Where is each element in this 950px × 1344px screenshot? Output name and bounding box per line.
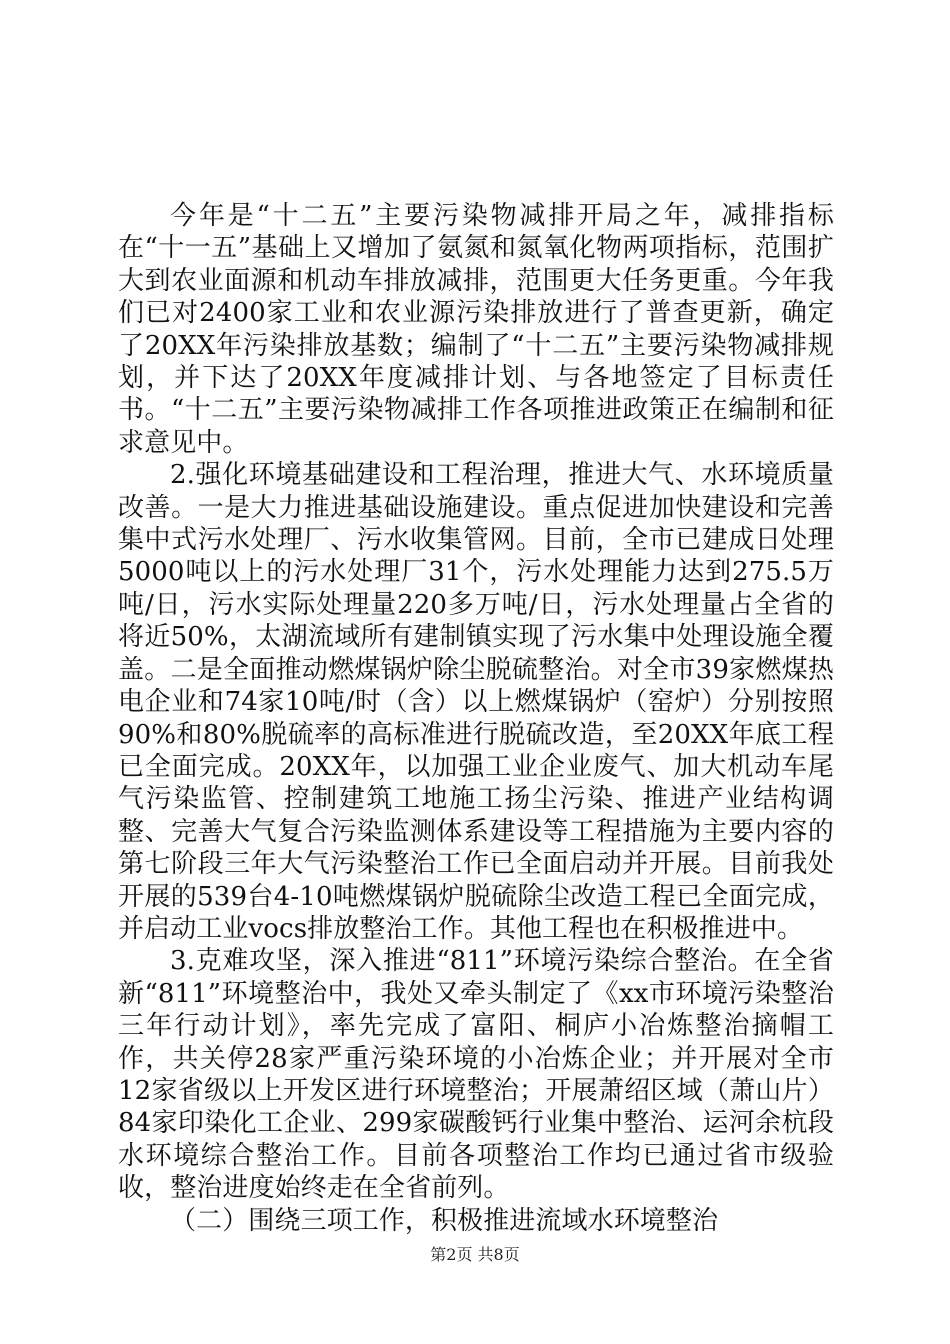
paragraph-811-rectification: 3.克难攻坚，深入推进“811”环境污染综合整治。在全省新“811”环境整治中，我处又牵头制定了《xx市环境污染整治三年行动计划》，率先完成了富阳、桐庐小冶炼整治摘帽工作，共关停28家严重污染环境的小冶炼企业；并开展对全市12家省级以上开发区进行环境整治；开展萧绍区域（萧山片）84家印染化工企业、299家碳酸钙行业集中整治、运河余杭段水环境综合整治工作。目前各项整治工作均已通过省市级验收，整治进度始终走在全省前列。 [118, 946, 834, 1204]
paragraph-emission-reduction: 今年是“十二五”主要污染物减排开局之年，减排指标在“十一五”基础上又增加了氨氮和氮氧化物两项指标，范围扩大到农业面源和机动车排放减排，范围更大任务更重。今年我们已对2400家工业和农业源污染排放进行了普查更新，确定了20XX年污染排放基数；编制了“十二五”主要污染物减排规划，并下达了20XX年度减排计划、与各地签定了目标责任书。“十二五”主要污染物减排工作各项推进政策正在编制和征求意见中。 [118, 201, 834, 458]
paragraph-infrastructure: 2.强化环境基础建设和工程治理，推进大气、水环境质量改善。一是大力推进基础设施建设。重点促进加快建设和完善集中式污水处理厂、污水收集管网。目前，全市已建成日处理5000吨以上的污水处理厂31个，污水处理能力达到275.5万吨/日，污水实际处理量220多万吨/日，污水处理量占全省的将近50%，太湖流域所有建制镇实现了污水集中处理设施全覆盖。二是全面推动燃煤锅炉除尘脱硫整治。对全市39家燃煤热电企业和74家10吨/时（含）以上燃煤锅炉（窑炉）分别按照90%和80%脱硫率的高标准进行脱硫改造，至20XX年底工程已全面完成。20XX年，以加强工业企业废气、加大机动车尾气污染监管、控制建筑工地施工扬尘污染、推进产业结构调整、完善大气复合污染监测体系建设等工程措施为主要内容的第七阶段三年大气污染整治工作已全面启动并开展。目前我处开展的539台4-10吨燃煤锅炉脱硫除尘改造工程已全面完成，并启动工业vocs排放整治工作。其他工程也在积极推进中。 [118, 460, 834, 944]
section-heading-water-environment: （二）围绕三项工作，积极推进流域水环境整治 [170, 1205, 719, 1236]
page-number-footer: 第2页 共8页 [430, 1245, 520, 1264]
document-body [118, 200, 834, 1237]
